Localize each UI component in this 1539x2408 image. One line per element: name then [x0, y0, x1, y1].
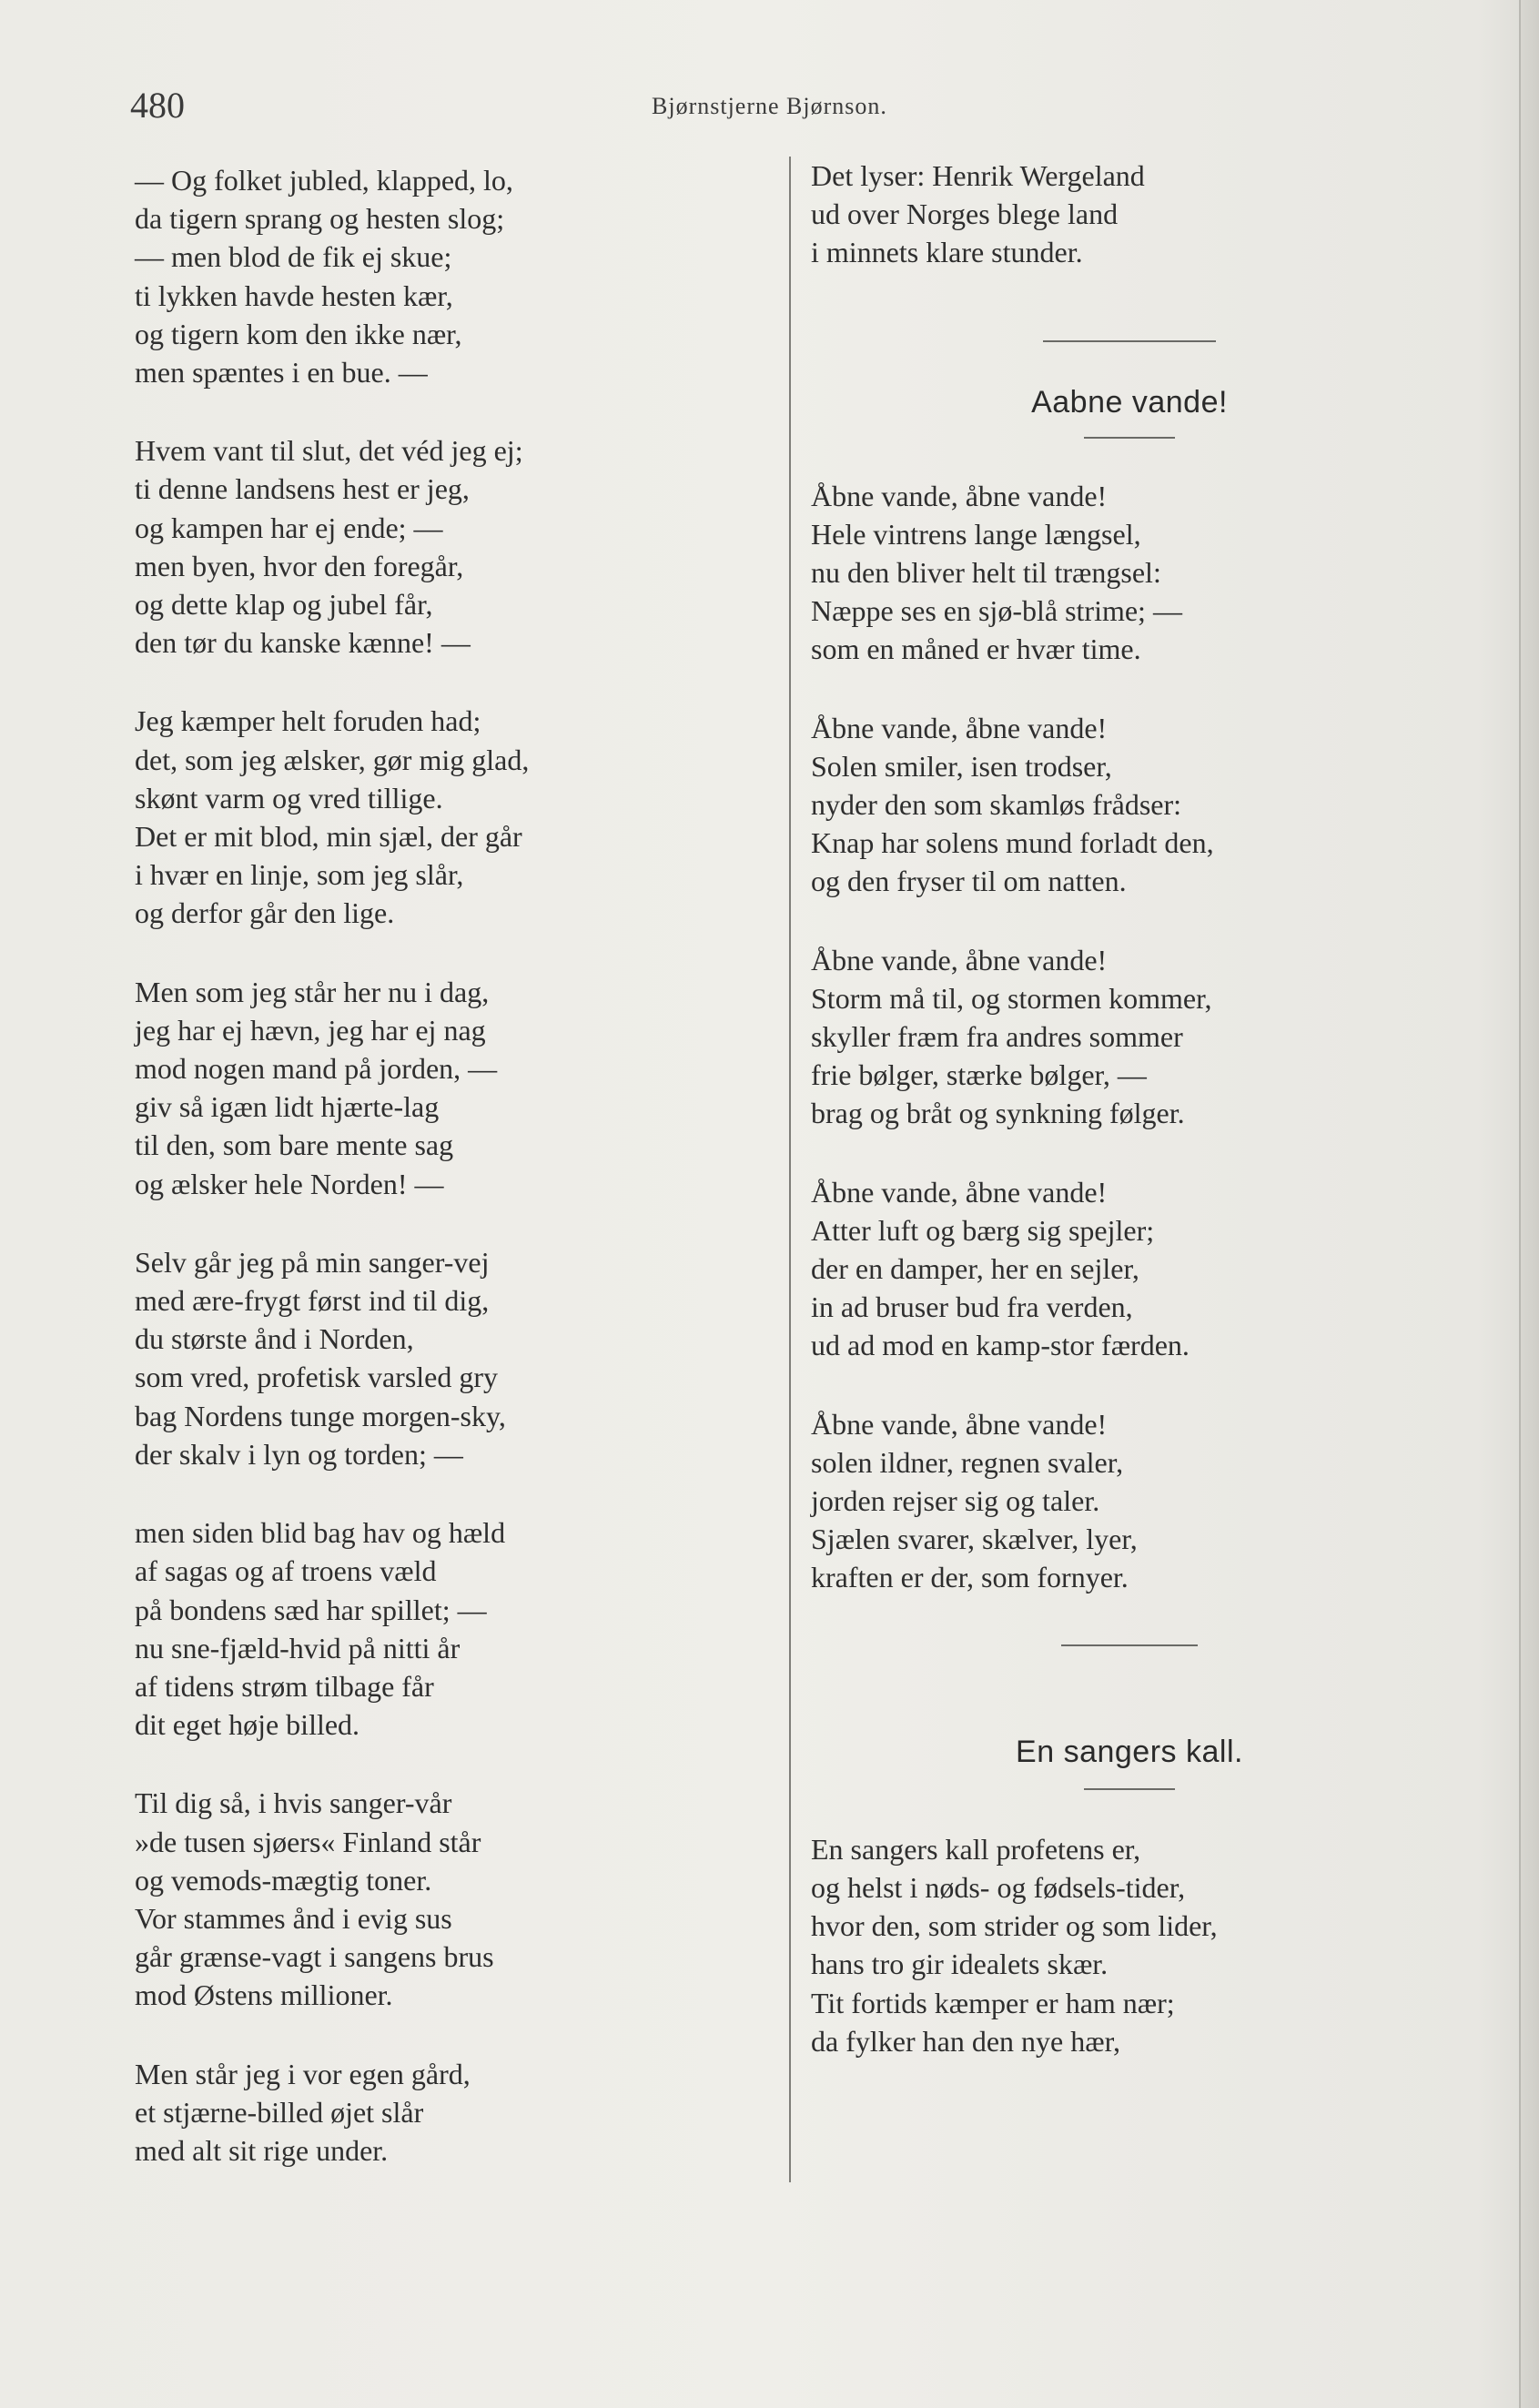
verse-line: frie bølger, stærke bølger, — — [811, 1058, 1147, 1092]
verse-line: med ære-frygt først ind til dig, — [135, 1284, 490, 1318]
stanza — [135, 161, 772, 391]
column-divider — [789, 157, 791, 2182]
verse-line: men siden blid bag hav og hæld — [135, 1516, 506, 1550]
verse-line: da tigern sprang og hesten slog; — [135, 202, 505, 236]
verse-line: hvor den, som strider og som lider, — [811, 1909, 1218, 1943]
stanza-gap — [135, 1744, 772, 1784]
stanza — [811, 477, 1448, 669]
verse-line: Åbne vande, åbne vande! — [811, 1407, 1108, 1441]
stanza-gap — [135, 391, 772, 431]
verse-line: et stjærne-billed øjet slår — [135, 2095, 424, 2129]
verse-line: mod nogen mand på jorden, — — [135, 1052, 498, 1086]
verse-line: Jeg kæmper helt foruden had; — [135, 704, 481, 738]
stanza — [135, 431, 772, 662]
verse-line: og kampen har ej ende; — — [135, 511, 443, 544]
poem-en-sangers-kall — [811, 1830, 1448, 2060]
verse-line: hans tro gir idealets skær. — [811, 1948, 1109, 1981]
stanza — [811, 1173, 1448, 1365]
verse-line: jorden rejser sig og taler. — [811, 1484, 1100, 1518]
verse-line: nu den bliver helt til trængsel: — [811, 556, 1161, 590]
verse-line: Næppe ses en sjø-blå strime; — — [811, 594, 1182, 628]
verse-line: Hvem vant til slut, det véd jeg ej; — [135, 434, 523, 468]
poem-aabne-vande — [811, 477, 1448, 1597]
verse-line: Det lyser: Henrik Wergeland — [811, 159, 1145, 192]
verse-line: i minnets klare stunder. — [811, 236, 1083, 269]
verse-line: Men står jeg i vor egen gård, — [135, 2057, 471, 2090]
page-number: 480 — [130, 85, 185, 126]
stanza — [135, 2055, 772, 2170]
verse-line: af tidens strøm tilbage får — [135, 1669, 434, 1703]
stanza-gap — [135, 1203, 772, 1243]
verse-line: i hvær en linje, som jeg slår, — [135, 858, 464, 892]
stanza-gap — [135, 1473, 772, 1513]
stanza-gap — [811, 901, 1448, 941]
verse-line: ud ad mod en kamp-stor færden. — [811, 1329, 1190, 1362]
verse-line: på bondens sæd har spillet; — — [135, 1593, 487, 1626]
stanza-gap — [135, 933, 772, 973]
verse-line: kraften er der, som fornyer. — [811, 1561, 1129, 1594]
running-title: Bjørnstjerne Bjørnson. — [652, 93, 887, 119]
verse-line: Vor stammes ånd i evig sus — [135, 1901, 452, 1935]
verse-line: som en måned er hvær time. — [811, 632, 1141, 666]
verse-line: og dette klap og jubel får, — [135, 588, 433, 622]
verse-line: Det er mit blod, min sjæl, der går — [135, 820, 522, 854]
verse-line: jeg har ej hævn, jeg har ej nag — [135, 1013, 486, 1047]
intro-stanza — [811, 157, 1448, 272]
stanza-gap — [811, 669, 1448, 709]
verse-line: Selv går jeg på min sanger-vej — [135, 1245, 490, 1279]
stanza — [811, 709, 1448, 901]
verse-line: Knap har solens mund forladt den, — [811, 826, 1214, 860]
poem-title-aabne-vande: Aabne vande! — [1031, 384, 1228, 420]
page-header — [0, 84, 1539, 129]
verse-line: — Og folket jubled, klapped, lo, — [135, 164, 513, 197]
stanza — [135, 1513, 772, 1744]
verse-line: solen ildner, regnen svaler, — [811, 1445, 1124, 1479]
verse-line: bag Nordens tunge morgen-sky, — [135, 1399, 506, 1432]
verse-line: Til dig så, i hvis sanger-vår — [135, 1786, 452, 1820]
verse-line: Åbne vande, åbne vande! — [811, 479, 1108, 512]
stanza — [811, 1830, 1448, 2060]
verse-line: men spæntes i en bue. — — [135, 356, 428, 390]
stanza-gap — [135, 662, 772, 702]
verse-line: ti lykken havde hesten kær, — [135, 278, 453, 312]
stanza — [135, 1784, 772, 2014]
stanza-gap — [811, 1133, 1448, 1173]
verse-line: in ad bruser bud fra verden, — [811, 1290, 1133, 1324]
verse-line: Men som jeg står her nu i dag, — [135, 975, 490, 1008]
verse-line: men byen, hvor den foregår, — [135, 549, 464, 582]
verse-line: »de tusen sjøers« Finland står — [135, 1825, 481, 1858]
verse-line: og derfor går den lige. — [135, 896, 395, 930]
verse-line: brag og bråt og synkning følger. — [811, 1097, 1185, 1130]
verse-line: ti denne landsens hest er jeg, — [135, 472, 470, 506]
verse-line: Åbne vande, åbne vande! — [811, 711, 1108, 744]
verse-line: og den fryser til om natten. — [811, 865, 1127, 898]
verse-line: mod Østens millioner. — [135, 1978, 393, 2012]
verse-line: Sjælen svarer, skælver, lyer, — [811, 1523, 1138, 1556]
verse-line: med alt sit rige under. — [135, 2133, 389, 2167]
verse-line: og vemods-mægtig toner. — [135, 1863, 432, 1897]
verse-line: af sagas og af troens væld — [135, 1554, 437, 1588]
verse-line: skyller fræm fra andres sommer — [811, 1020, 1183, 1054]
verse-line: den tør du kanske kænne! — — [135, 626, 471, 660]
verse-line: der skalv i lyn og torden; — — [135, 1437, 463, 1471]
verse-line: går grænse-vagt i sangens brus — [135, 1940, 494, 1974]
verse-line: Åbne vande, åbne vande! — [811, 943, 1108, 976]
verse-line: Atter luft og bærg sig spejler; — [811, 1213, 1155, 1247]
page-edge — [1519, 0, 1539, 2408]
verse-line: og helst i nøds- og fødsels-tider, — [811, 1870, 1186, 1904]
right-column — [811, 157, 1448, 2060]
verse-line: da fylker han den nye hær, — [811, 2024, 1120, 2058]
verse-line: og ælsker hele Norden! — — [135, 1167, 444, 1200]
verse-line: Åbne vande, åbne vande! — [811, 1175, 1108, 1209]
verse-line: som vred, profetisk varsled gry — [135, 1361, 499, 1394]
verse-line: Solen smiler, isen trodser, — [811, 749, 1112, 783]
stanza — [135, 973, 772, 1203]
verse-line: der en damper, her en sejler, — [811, 1252, 1139, 1286]
verse-line: giv så igæn lidt hjærte-lag — [135, 1090, 440, 1124]
verse-line: til den, som bare mente sag — [135, 1128, 454, 1162]
verse-line: Hele vintrens lange længsel, — [811, 517, 1141, 551]
verse-line: du største ånd i Norden, — [135, 1322, 414, 1356]
verse-line: Tit fortids kæmper er ham nær; — [811, 1986, 1175, 2019]
verse-line: dit eget høje billed. — [135, 1708, 360, 1742]
verse-line: En sangers kall profetens er, — [811, 1832, 1141, 1866]
stanza — [135, 702, 772, 932]
verse-line: og tigern kom den ikke nær, — [135, 317, 462, 350]
stanza — [811, 941, 1448, 1133]
verse-line: ud over Norges blege land — [811, 197, 1119, 231]
verse-line: det, som jeg ælsker, gør mig glad, — [135, 743, 530, 776]
poem-title-en-sangers-kall: En sangers kall. — [1016, 1734, 1243, 1769]
verse-line: nyder den som skamløs frådser: — [811, 788, 1182, 822]
verse-line: Storm må til, og stormen kommer, — [811, 981, 1212, 1015]
stanza — [811, 1405, 1448, 1597]
left-column — [135, 161, 772, 2170]
verse-line: — men blod de fik ej skue; — [135, 240, 452, 274]
stanza — [135, 1243, 772, 1473]
stanza-gap — [811, 1365, 1448, 1405]
stanza-gap — [135, 2015, 772, 2055]
verse-line: nu sne-fjæld-hvid på nitti år — [135, 1631, 461, 1664]
verse-line: skønt varm og vred tillige. — [135, 781, 443, 814]
